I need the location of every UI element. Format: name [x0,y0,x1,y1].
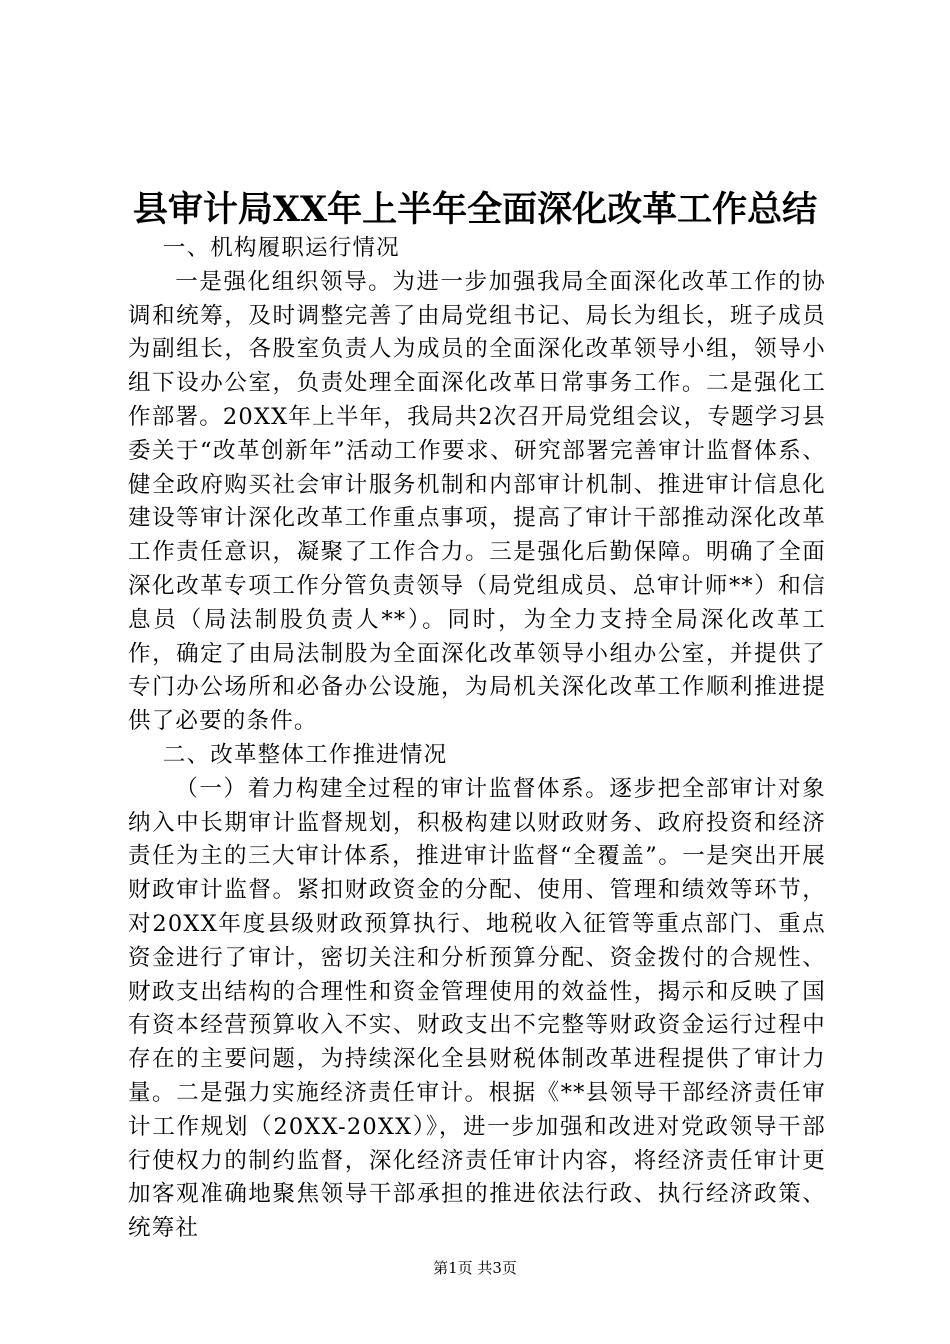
page-footer: 第1页 共3页 [433,1259,517,1277]
body-paragraph-2: （一）着力构建全过程的审计监督体系。逐步把全部审计对象纳入中长期审计监督规划，积极构建以财政财务、政府投资和经济责任为主的三大审计体系，推进审计监督“全覆盖”。一是突出开展财政审计监督。紧扣财政资金的分配、使用、管理和绩效等环节，对20XX年度县级财政预算执行、地税收入征管等重点部门、重点资金进行了审计，密切关注和分析预算分配、资金拨付的合规性、财政支出结构的合理性和资金管理使用的效益性，揭示和反映了国有资本经营预算收入不实、财政支出不完整等财政资金运行过程中存在的主要问题，为持续深化全县财税体制改革进程提供了审计力量。二是强力实施经济责任审计。根据《**县领导干部经济责任审计工作规划（20XX-20XX）》，进一步加强和改进对党政领导干部行使权力的制约监督，深化经济责任审计内容，将经济责任审计更加客观准确地聚焦领导干部承担的推进依法行政、执行经济政策、统筹社 [128,775,826,1242]
document-title: 县审计局XX年上半年全面深化改革工作总结 [132,189,818,230]
document-body [128,232,826,1246]
section-heading-1: 一、机构履职运行情况 [162,235,400,261]
body-paragraph-1: 一是强化组织领导。为进一步加强我局全面深化改革工作的协调和统筹，及时调整完善了由局党组书记、局长为组长，班子成员为副组长，各股室负责人为成员的全面深化改革领导小组，领导小组下设办公室，负责处理全面深化改革日常事务工作。二是强化工作部署。20XX年上半年，我局共2次召开局党组会议，专题学习县委关于“改革创新年”活动工作要求、研究部署完善审计监督体系、健全政府购买社会审计服务机制和内部审计机制、推进审计信息化建设等审计深化改革工作重点事项，提高了审计干部推动深化改革工作责任意识，凝聚了工作合力。三是强化后勤保障。明确了全面深化改革专项工作分管负责领导（局党组成员、总审计师**）和信息员（局法制股负责人**）。同时，为全力支持全局深化改革工作，确定了由局法制股为全面深化改革领导小组办公室，并提供了专门办公场所和必备办公设施，为局机关深化改革工作顺利推进提供了必要的条件。 [128,268,826,735]
section-heading-2: 二、改革整体工作推进情况 [162,741,448,768]
